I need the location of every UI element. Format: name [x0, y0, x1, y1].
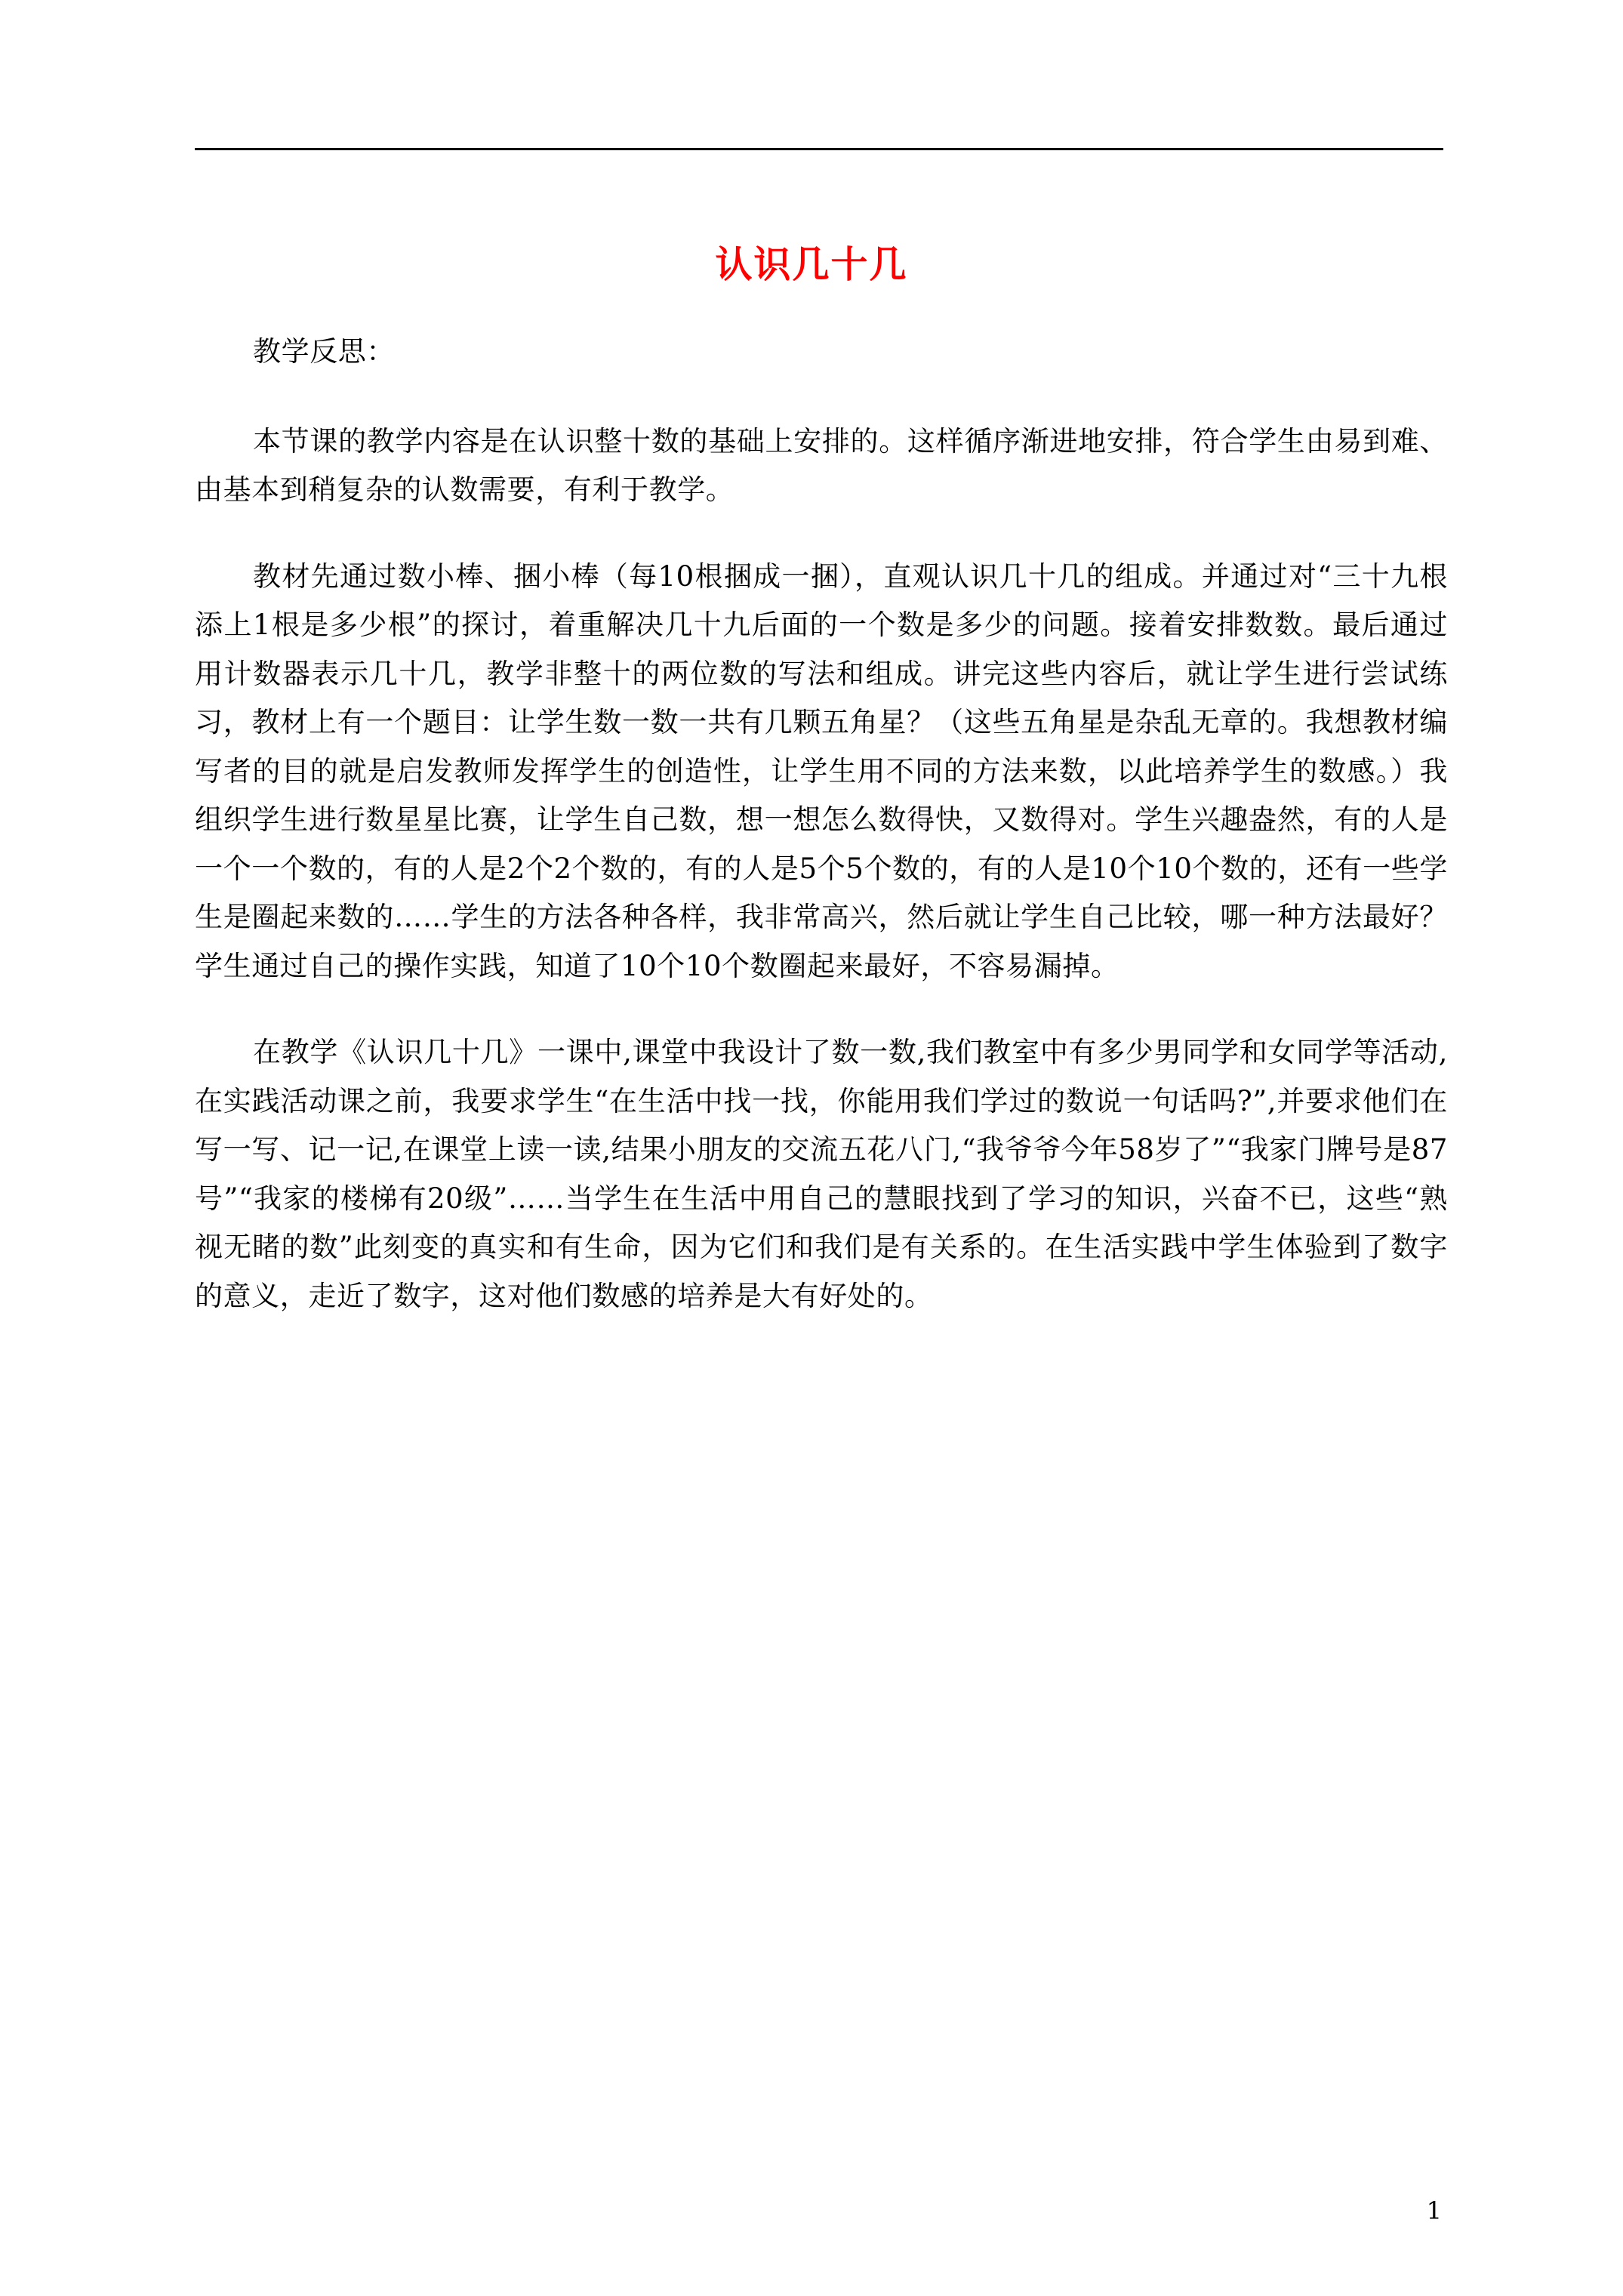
paragraph-3: 在教学《认识几十几》一课中,课堂中我设计了数一数,我们教室中有多少男同学和女同学等活动,在实践活动课之前，我要求学生“在生活中找一找，你能用我们学过的数说一句话吗?”,并要求他们在写一写、记一记,在课堂上读一读,结果小朋友的交流五花八门,“我爷爷今年58岁了”“我家门牌号是87号”“我家的楼梯有20级”……当学生在生活中用自己的慧眼找到了学习的知识，兴奋不已，这些“熟视无睹的数”此刻变的真实和有生命，因为它们和我们是有关系的。在生活实践中学生体验到了数字的意义，走近了数字，这对他们数感的培养是大有好处的。 — [195, 1036, 1448, 1312]
header-rule — [195, 148, 1443, 150]
paragraph-2: 教材先通过数小棒、捆小棒（每10根捆成一捆），直观认识几十几的组成。并通过对“三十九根添上1根是多少根”的探讨，着重解决几十九后面的一个数是多少的问题。接着安排数数。最后通过用计数器表示几十几，教学非整十的两位数的写法和组成。讲完这些内容后，就让学生进行尝试练习，教材上有一个题目：让学生数一数一共有几颗五角星？（这些五角星是杂乱无章的。我想教材编写者的目的就是启发教师发挥学生的创造性，让学生用不同的方法来数，以此培养学生的数感。）我组织学生进行数星星比赛，让学生自己数，想一想怎么数得快，又数得对。学生兴趣盎然，有的人是一个一个数的，有的人是2个2个数的，有的人是5个5个数的，有的人是10个10个数的，还有一些学生是圈起来数的……学生的方法各种各样，我非常高兴，然后就让学生自己比较，哪一种方法最好？学生通过自己的操作实践，知道了10个10个数圈起来最好，不容易漏掉。 — [195, 559, 1448, 982]
document-body — [195, 328, 1448, 1358]
section-label: 教学反思： — [253, 335, 395, 368]
paragraph-1: 本节课的教学内容是在认识整十数的基础上安排的。这样循序渐进地安排，符合学生由易到难、由基本到稍复杂的认数需要，有利于教学。 — [195, 424, 1448, 506]
page-number: 1 — [1426, 2196, 1442, 2225]
document-title: 认识几十几 — [715, 242, 908, 286]
